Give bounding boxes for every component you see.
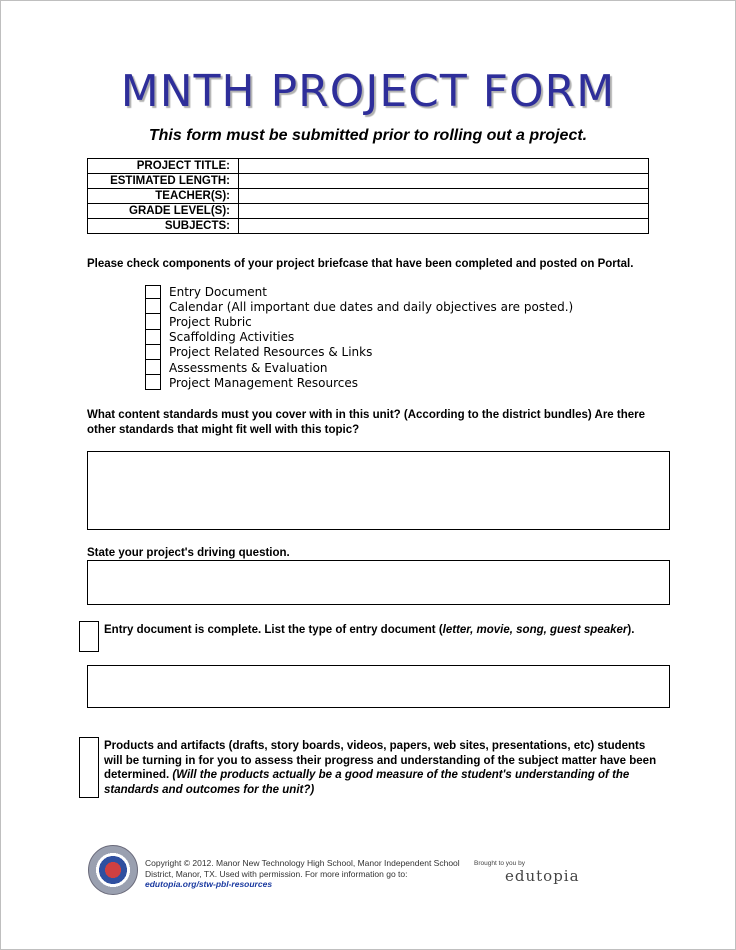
products-prompt	[104, 739, 664, 797]
list-item	[145, 299, 573, 314]
grade-levels-label: GRADE LEVEL(S):	[88, 204, 239, 219]
grade-levels-field[interactable]	[239, 204, 649, 219]
list-item	[145, 375, 573, 390]
estimated-length-label: ESTIMATED LENGTH:	[88, 174, 239, 189]
project-rubric-checkbox[interactable]	[145, 314, 161, 329]
project-info-table	[87, 158, 649, 234]
checkbox-label: Project Rubric	[169, 314, 252, 329]
table-row	[88, 159, 649, 174]
products-question: (Will the products actually be a good measure of the student's understanding of the standards and outcomes for the unit?)	[104, 769, 630, 796]
management-resources-checkbox[interactable]	[145, 375, 161, 390]
table-row	[88, 174, 649, 189]
table-row	[88, 204, 649, 219]
list-item	[145, 345, 573, 360]
resources-links-checkbox[interactable]	[145, 345, 161, 360]
project-title-label: PROJECT TITLE:	[88, 159, 239, 174]
checkbox-label: Project Related Resources & Links	[169, 345, 373, 360]
standards-question: What content standards must you cover with in this unit? (According to the district bundles) Are there other standards that might fit well with this topic?	[87, 409, 646, 436]
checkbox-label: Scaffolding Activities	[169, 330, 295, 345]
teachers-label: TEACHER(S):	[88, 189, 239, 204]
edutopia-logo: edutopia	[505, 867, 580, 885]
table-row	[88, 219, 649, 234]
teachers-field[interactable]	[239, 189, 649, 204]
entry-document-complete-checkbox[interactable]	[79, 621, 99, 652]
project-title-field[interactable]	[239, 159, 649, 174]
checkbox-label: Calendar (All important due dates and daily objectives are posted.)	[169, 299, 574, 314]
subjects-label: SUBJECTS:	[88, 219, 239, 234]
driving-question-answer-box[interactable]	[87, 560, 670, 605]
entry-document-examples: letter, movie, song, guest speaker	[442, 624, 628, 636]
page-title: MNTH PROJECT FORM	[120, 66, 616, 117]
list-item	[145, 314, 573, 329]
estimated-length-field[interactable]	[239, 174, 649, 189]
checkbox-label: Assessments & Evaluation	[169, 360, 328, 375]
assessments-checkbox[interactable]	[145, 360, 161, 375]
list-item	[145, 330, 573, 345]
brought-to-you-by: Brought to you by	[474, 860, 525, 867]
briefcase-checklist	[145, 284, 573, 390]
standards-answer-box[interactable]	[87, 451, 670, 530]
entry-document-text: Entry document is complete. List the type of entry document (	[104, 624, 443, 636]
driving-question-prompt: State your project's driving question.	[87, 547, 290, 559]
entry-document-close: ).	[627, 624, 635, 636]
entry-document-prompt	[104, 623, 664, 638]
products-determined-checkbox[interactable]	[79, 737, 99, 798]
entry-document-answer-box[interactable]	[87, 665, 670, 708]
calendar-checkbox[interactable]	[145, 299, 161, 314]
briefcase-prompt: Please check components of your project briefcase that have been completed and posted on Portal.	[87, 258, 634, 270]
table-row	[88, 189, 649, 204]
copyright-text: Copyright © 2012. Manor New Technology High School, Manor Independent School District, Manor, TX. Used with permission. For more information go to:	[145, 858, 460, 879]
subjects-field[interactable]	[239, 219, 649, 234]
edutopia-resources-link[interactable]: edutopia.org/stw-pbl-resources	[145, 879, 273, 889]
list-item	[145, 284, 573, 299]
scaffolding-checkbox[interactable]	[145, 330, 161, 345]
checkbox-label: Entry Document	[169, 284, 267, 299]
entry-document-checkbox[interactable]	[145, 285, 161, 299]
school-seal-logo	[88, 845, 138, 895]
page-subtitle: This form must be submitted prior to rolling out a project.	[148, 127, 588, 144]
list-item	[145, 360, 573, 375]
checkbox-label: Project Management Resources	[169, 375, 359, 390]
products-text: Products and artifacts (drafts, story boards, videos, papers, web sites, presentations, etc) students will be turning in for you to assess their progress and understanding of the subject matter have been determined.	[104, 740, 657, 781]
copyright-notice	[145, 858, 465, 890]
